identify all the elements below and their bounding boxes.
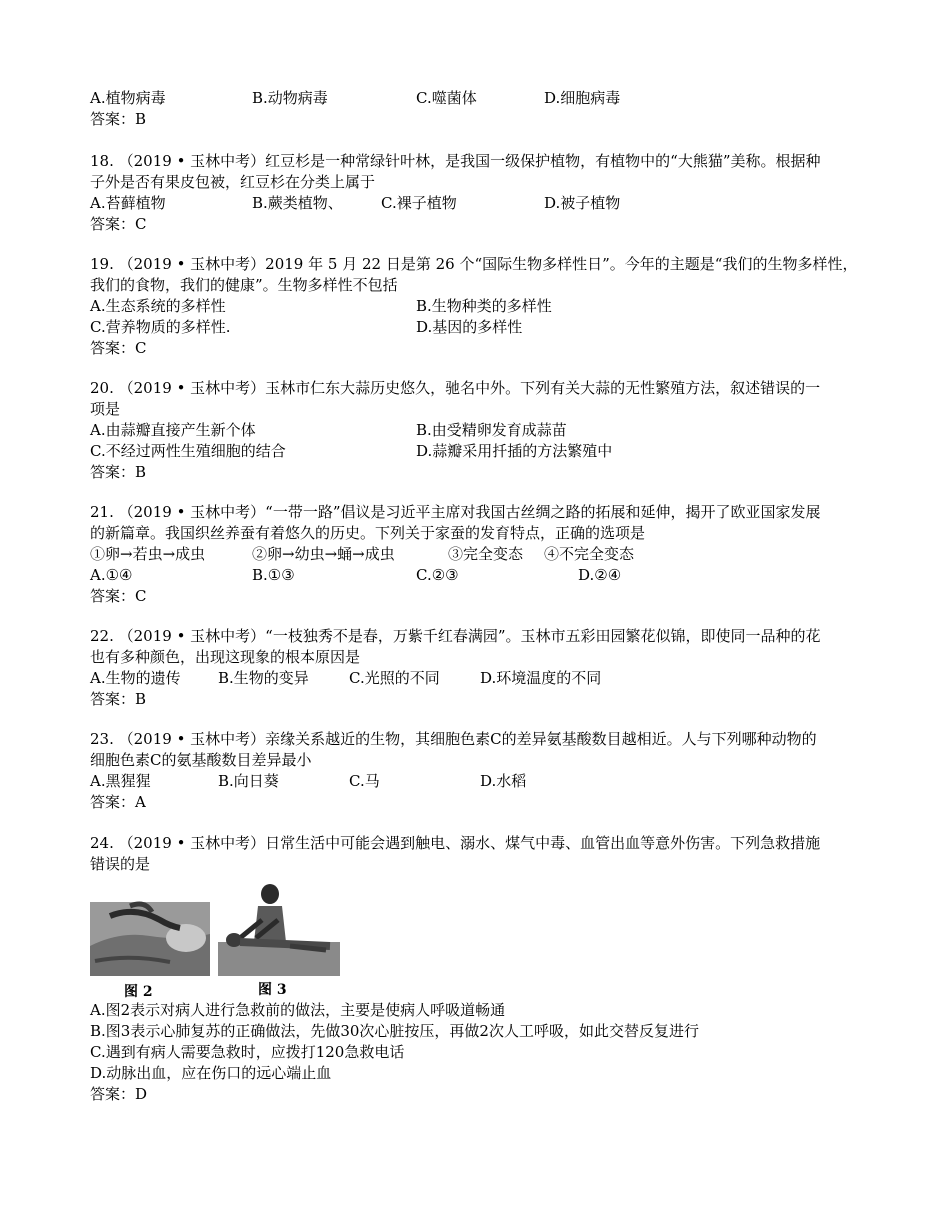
question-21: [90, 502, 865, 607]
question-18: [90, 151, 865, 235]
option-d: D.细胞病毒: [544, 89, 621, 107]
question-stem-line: 23. （2019 • 玉林中考）亲缘关系越近的生物，其细胞色素C的差异氨基酸数目越相近。人与下列哪种动物的: [90, 730, 817, 748]
option-c: C.裸子植物: [381, 194, 457, 212]
option-a: A.植物病毒: [90, 89, 166, 107]
option-b: B.蕨类植物、: [252, 194, 343, 212]
option-a: A.生物的遗传: [90, 669, 181, 687]
option-a: A.黑猩猩: [90, 772, 151, 790]
options-row: [90, 565, 865, 586]
question-stem-line: 18. （2019 • 玉林中考）红豆杉是一种常绿针叶林，是我国一级保护植物，有植物中的“大熊猫”美称。根据种: [90, 152, 821, 170]
question-stem-line: 错误的是: [90, 855, 151, 873]
option-a: A.苔藓植物: [90, 194, 166, 212]
question-stem-line: 我们的食物，我们的健康”。生物多样性不包括: [90, 276, 398, 294]
option-a: A.①④: [90, 566, 133, 584]
statement-3: ③完全变态: [448, 545, 524, 563]
question-23: [90, 729, 865, 813]
question-stem-line: 子外是否有果皮包被，红豆杉在分类上属于: [90, 173, 376, 191]
option-b: B.动物病毒: [252, 89, 328, 107]
answer: 答案：D: [90, 1085, 148, 1103]
options-row: [90, 441, 865, 462]
option-b: B.由受精卵发育成蒜苗: [416, 421, 567, 439]
question-stem-line: 19. （2019 • 玉林中考）2019 年 5 月 22 日是第 26 个“国际生物多样性日”。今年的主题是“我们的生物多样性，: [90, 255, 858, 273]
answer: 答案：B: [90, 463, 147, 481]
option-d: D.被子植物: [544, 194, 621, 212]
option-d: D.蒜瓣采用扦插的方法繁殖中: [416, 442, 613, 460]
question-stem-line: 的新篇章。我国织丝养蚕有着悠久的历史。下列关于家蚕的发育特点，正确的选项是: [90, 524, 646, 542]
statement-2: ②卵→幼虫→蛹→成虫: [252, 545, 395, 563]
option-c: C.遇到有病人需要急救时，应拨打120急救电话: [90, 1043, 405, 1061]
option-d: D.水稻: [480, 772, 527, 790]
option-b: B.图3表示心肺复苏的正确做法，先做30次心脏按压，再做2次人工呼吸，如此交替反复进行: [90, 1022, 699, 1040]
question-stem-line: 也有多种颜色，出现这现象的根本原因是: [90, 648, 361, 666]
option-d: D.环境温度的不同: [480, 669, 602, 687]
statement-1: ①卵→若虫→成虫: [90, 545, 206, 563]
option-c: C.不经过两性生殖细胞的结合: [90, 442, 286, 460]
answer: 答案：A: [90, 793, 146, 811]
question-stem-line: 20. （2019 • 玉林中考）玉林市仁东大蒜历史悠久，驰名中外。下列有关大蒜的无性繁殖方法，叙述错误的一: [90, 379, 821, 397]
question-19: [90, 254, 865, 359]
option-b: B.生物的变异: [218, 669, 309, 687]
question-22: [90, 626, 865, 710]
option-d: D.②④: [578, 566, 622, 584]
statements-row: [90, 544, 865, 565]
figure-3-image: [218, 884, 340, 976]
question-24-options: [90, 1000, 865, 1105]
question-stem-line: 21. （2019 • 玉林中考）“一带一路”倡议是习近平主席对我国古丝绸之路的拓展和延伸，揭开了欧亚国家发展: [90, 503, 821, 521]
options-row: [90, 771, 865, 792]
option-c: C.马: [349, 772, 380, 790]
question-stem-line: 细胞色素C的氨基酸数目差异最小: [90, 751, 312, 769]
figure-2-image: [90, 902, 210, 976]
options-row: [90, 668, 865, 689]
first-aid-figure: [90, 876, 340, 1000]
option-c: C.②③: [416, 566, 459, 584]
option-a: A.图2表示对病人进行急救前的做法，主要是使病人呼吸道畅通: [90, 1001, 506, 1019]
option-a: A.由蒜瓣直接产生新个体: [90, 421, 256, 439]
option-c: C.噬菌体: [416, 89, 477, 107]
answer: 答案：B: [90, 110, 147, 128]
option-d: D.基因的多样性: [416, 318, 523, 336]
option-c: C.光照的不同: [349, 669, 440, 687]
option-a: A.生态系统的多样性: [90, 297, 226, 315]
question-17: [90, 88, 865, 130]
options-row: [90, 193, 865, 214]
options-row: [90, 296, 865, 317]
question-stem-line: 24. （2019 • 玉林中考）日常生活中可能会遇到触电、溺水、煤气中毒、血管出血等意外伤害。下列急救措施: [90, 834, 821, 852]
question-20: [90, 378, 865, 483]
figure-3-label: 图 3: [258, 982, 287, 998]
figure-2-label: 图 2: [124, 984, 153, 1000]
option-c: C.营养物质的多样性.: [90, 318, 231, 336]
option-b: B.生物种类的多样性: [416, 297, 552, 315]
question-stem-line: 22. （2019 • 玉林中考）“一枝独秀不是春，万紫千红春满园”。玉林市五彩田园繁花似锦，即使同一品种的花: [90, 627, 821, 645]
answer: 答案：C: [90, 215, 147, 233]
options-row: [90, 420, 865, 441]
statement-4: ④不完全变态: [544, 545, 635, 563]
option-b: B.向日葵: [218, 772, 279, 790]
answer: 答案：B: [90, 690, 147, 708]
options-row: [90, 88, 865, 109]
first-aid-illustration: [90, 876, 340, 1000]
answer: 答案：C: [90, 587, 147, 605]
option-b: B.①③: [252, 566, 295, 584]
options-row: [90, 317, 865, 338]
question-stem-line: 项是: [90, 400, 121, 418]
option-d: D.动脉出血，应在伤口的远心端止血: [90, 1064, 332, 1082]
answer: 答案：C: [90, 339, 147, 357]
question-24: [90, 833, 865, 875]
